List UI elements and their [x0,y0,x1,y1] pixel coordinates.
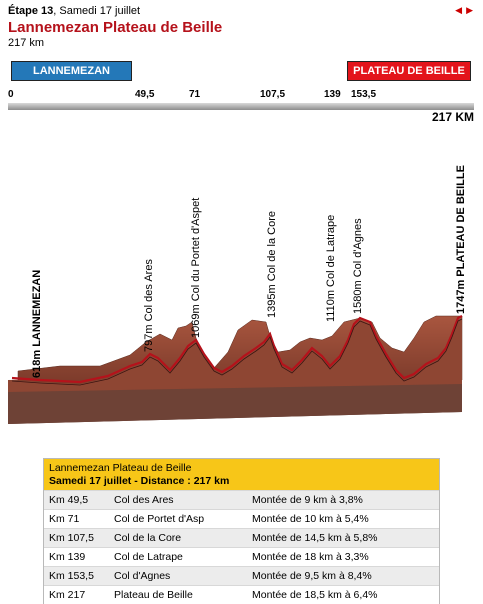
stage-nav [455,5,477,16]
elevation-profile [0,122,483,432]
table-row [44,490,439,509]
table-subtitle: Samedi 17 juillet - Distance : 217 km [49,475,230,487]
table-row [44,547,439,566]
row-col-name: Col des Ares [114,494,174,506]
table-body [44,490,439,604]
km-marker: 139 [324,89,341,100]
start-summit-label: 618m LANNEMEZAN [31,269,43,378]
km-total: 217 KM [431,110,474,124]
table-row [44,566,439,585]
row-col-name: Col d'Agnes [114,570,171,582]
km-marker: 0 [8,89,14,100]
finish-town-button[interactable]: PLATEAU DE BEILLE [347,61,471,81]
row-col-name: Col de Latrape [114,551,183,563]
climb-label: 1395m Col de la Core [266,210,278,318]
table-row [44,585,439,604]
row-climb-info: Montée de 14,5 km à 5,8% [252,532,378,544]
row-climb-info: Montée de 18 km à 3,3% [252,551,369,563]
stage-header [8,4,478,50]
row-climb-info: Montée de 10 km à 5,4% [252,513,369,525]
row-climb-info: Montée de 9 km à 3,8% [252,494,363,506]
route-title: Lannemezan Plateau de Beille [8,19,223,36]
stage-line [8,4,478,18]
row-km: Km 107,5 [49,532,94,544]
climb-label: 797m Col des Ares [143,259,155,352]
row-climb-info: Montée de 9,5 km à 8,4% [252,570,372,582]
climb-label: 1110m Col de Latrape [325,214,337,322]
row-km: Km 139 [49,551,86,563]
row-col-name: Col de la Core [114,532,182,544]
km-marker: 107,5 [260,89,286,100]
row-km: Km 217 [49,589,86,601]
prev-stage-icon[interactable]: ◀ [455,5,467,15]
km-marker: 71 [189,89,201,100]
finish-summit-label: 1747m PLATEAU DE BEILLE [455,165,467,314]
stage-date: , Samedi 17 juillet [53,5,141,17]
km-marker: 49,5 [135,89,155,100]
row-km: Km 153,5 [49,570,94,582]
start-town-button[interactable]: LANNEMEZAN [11,61,132,81]
climb-label: 1069m Col du Portet d'Aspet [190,197,202,338]
km-marker: 153,5 [351,89,377,100]
row-km: Km 71 [49,513,80,525]
row-col-name: Col de Portet d'Asp [114,513,205,525]
row-km: Km 49,5 [49,494,89,506]
climbs-table [43,458,440,604]
row-col-name: Plateau de Beille [114,589,193,601]
table-row [44,509,439,528]
row-climb-info: Montée de 18,5 km à 6,4% [252,589,378,601]
climb-label: 1580m Col d'Agnes [352,218,364,314]
stage-label: Étape 13 [8,5,54,17]
table-header [44,459,439,490]
next-stage-icon[interactable]: ▶ [466,5,477,15]
table-row [44,528,439,547]
km-scale-bar [8,103,474,110]
table-title: Lannemezan Plateau de Beille [49,462,192,474]
stage-distance: 217 km [8,37,45,49]
